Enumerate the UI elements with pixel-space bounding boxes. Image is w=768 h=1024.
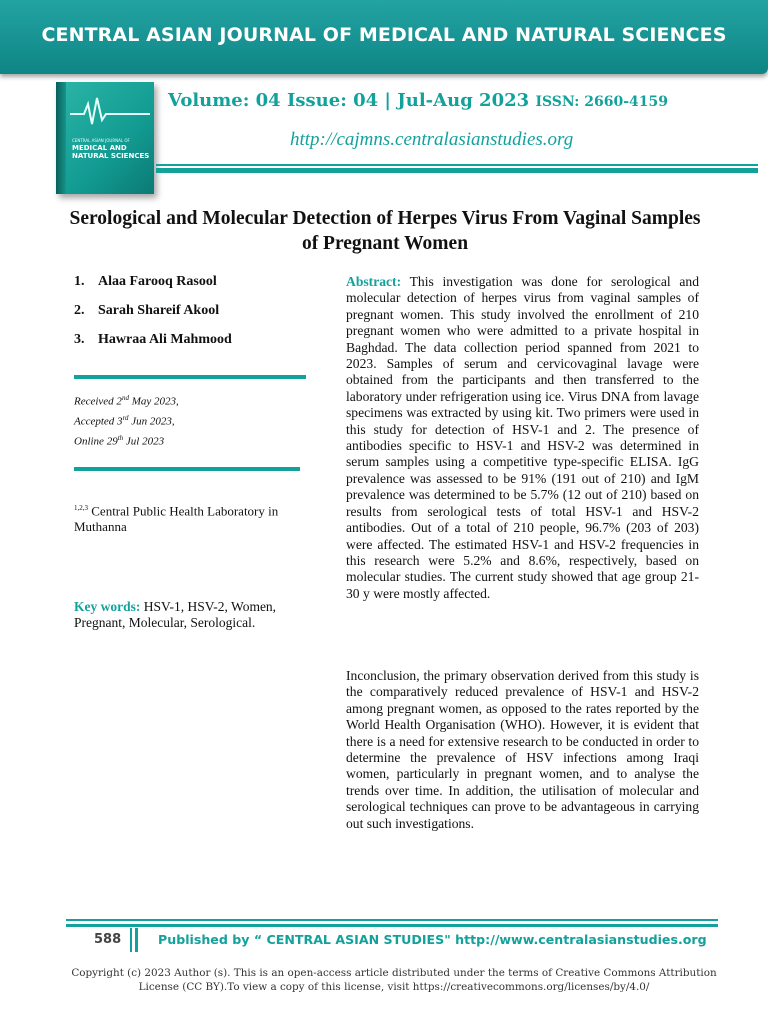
article-dates	[74, 394, 179, 454]
accepted-date-suffix: rd	[122, 414, 129, 422]
publisher-line[interactable]: Published by “ CENTRAL ASIAN STUDIES" http://www.centralasianstudies.org	[158, 932, 707, 947]
left-divider-top	[74, 375, 306, 379]
paper-title: Serological and Molecular Detection of Herpes Virus From Vaginal Samples of Pregnant Women	[69, 208, 701, 254]
footer-divider-thin	[66, 919, 718, 921]
page-number: 588	[94, 932, 122, 947]
cover-small-text: CENTRAL ASIAN JOURNAL OF	[72, 138, 130, 143]
abstract	[346, 274, 699, 602]
abstract-conclusion: Inconclusion, the primary observation derived from this study is the comparatively reduced prevalence of HSV-1 and HSV-2 among pregnant women, as opposed to the rates reported by the World Health Organisation (WHO). However, it is evident that there is a need for extensive research to be conducted in order to determine the prevalence of HSV infections among Iraqi women, particularly in pregnant women, and to analyse the trends over time. In addition, the utilisation of molecular and serological techniques can prove to be advantageous in carrying out such investigations.	[346, 668, 699, 831]
author-name: Alaa Farooq Rasool	[98, 274, 217, 289]
affiliation-marker: 1,2,3	[74, 504, 88, 512]
left-divider-bottom	[74, 467, 300, 471]
abstract-label: Abstract:	[346, 274, 402, 289]
footer-vertical-bar	[130, 928, 132, 952]
volume-issue: Volume: 04 Issue: 04 | Jul-Aug 2023	[168, 90, 530, 111]
online-date	[74, 434, 179, 454]
author-item	[74, 303, 232, 332]
volume-line	[168, 90, 668, 111]
heartbeat-icon	[70, 92, 150, 132]
online-date-rest: Jul 2023	[123, 435, 165, 448]
author-item	[74, 274, 232, 303]
keywords-text: HSV-1, HSV-2, Women, Pregnant, Molecular, Serological.	[74, 599, 277, 630]
online-date-text: Online 29	[74, 435, 118, 448]
received-date-suffix: nd	[121, 394, 129, 402]
issn: ISSN: 2660-4159	[535, 94, 668, 110]
cover-spine	[56, 82, 66, 194]
author-name: Hawraa Ali Mahmood	[98, 332, 232, 347]
accepted-date-text: Accepted 3	[74, 415, 123, 428]
journal-title: CENTRAL ASIAN JOURNAL OF MEDICAL AND NATURAL SCIENCES	[41, 24, 727, 46]
header-divider-thick	[156, 168, 758, 173]
accepted-date	[74, 414, 179, 434]
received-date-text: Received 2	[74, 395, 122, 408]
author-number: 1.	[74, 274, 85, 289]
online-date-suffix: th	[117, 434, 124, 442]
author-number: 3.	[74, 332, 85, 347]
received-date-rest: May 2023,	[128, 395, 179, 408]
abstract-text: This investigation was done for serological and molecular detection of herpes virus from vaginal samples of pregnant women. This study involved the enrollment of 210 pregnant women who were admitted to a private hospital in Baghdad. The data collection period spanned from 2021 to 2023. Samples of serum and cervicovaginal lavage were obtained from the participants and then transferred to the laboratory under refrigeration using ice. Virus DNA from lavage specimens was extracted by using kit. Two primers were used in this study for detection of HSV-1 and 2. The presence of antibodies specific to HSV-1 and HSV-2 was determined in serum samples using a competitive type-specific ELISA. IgG prevalence was assessed to be 91% (191 out of 210) and IgM prevalence was determined to be 5.7% (12 out of 210) based on results from serological tests of total HSV-1 and HSV-2 antibodies. Out of a total of 210 people, 96.7% (203 of 203) were affected. The estimated HSV-1 and HSV-2 frequencies in this research were 5.2% and 8.6%, respectively, based on molecular studies. The current study showed that age group 21-30 y were mostly affected.	[346, 274, 699, 601]
journal-url-link[interactable]: http://cajmns.centralasianstudies.org	[290, 129, 574, 150]
cover-big-text: MEDICAL AND NATURAL SCIENCES	[72, 144, 150, 160]
copyright-notice: Copyright (c) 2023 Author (s). This is an open-access article distributed under the terms of Creative Commons Attribution License (CC BY).To view a copy of this license, visit https://creativecommons.org/licenses/by/4.0/	[71, 967, 717, 993]
journal-banner	[0, 0, 768, 74]
author-name: Sarah Shareif Akool	[98, 303, 220, 318]
affiliation	[74, 500, 306, 535]
keywords-label: Key words:	[74, 599, 141, 614]
journal-cover-image	[56, 82, 154, 194]
author-item	[74, 332, 232, 361]
author-list	[74, 274, 232, 361]
header-divider-thin	[156, 164, 758, 166]
keywords	[74, 599, 314, 631]
footer-divider-thick	[66, 924, 718, 927]
received-date	[74, 394, 179, 414]
footer-vertical-bar	[135, 928, 138, 952]
affiliation-text: Central Public Health Laboratory in Muthanna	[74, 503, 279, 535]
author-number: 2.	[74, 303, 85, 318]
accepted-date-rest: Jun 2023,	[128, 415, 175, 428]
